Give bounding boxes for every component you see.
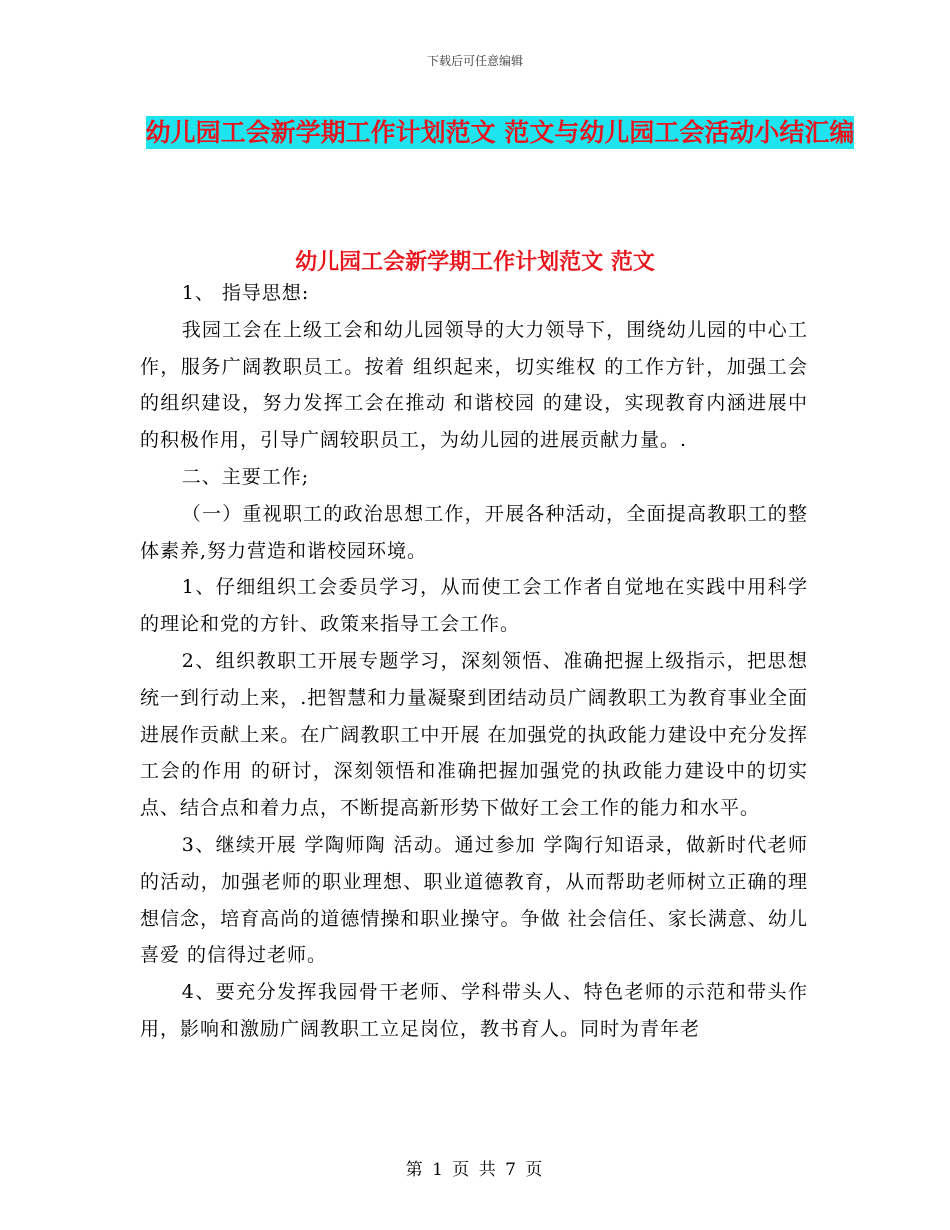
paragraph: 2、组织教职工开展专题学习，深刻领悟、准确把握上级指示，把思想统一到行动上来，.把智慧和力量凝聚到团结动员广阔教职工为教育事业全面进展作贡献上来。在广阔教职工中开展 在加强党的执政能力建设中充分发挥工会的作用 的研讨，深刻领悟和准确把握加强党的执政能力建设中的切实点、结合点和着力点，不断提高新形势下做好工会工作的能力和水平。 (140, 649, 808, 820)
paragraph: 1、 指导思想: (181, 282, 310, 304)
document-title-text: 幼儿园工会新学期工作计划范文 范文与幼儿园工会活动小结汇编 (145, 118, 855, 147)
paragraph: （一）重视职工的政治思想工作，开展各种活动，全面提高教职工的整体素养,努力营造和谐校园环境。 (140, 502, 808, 562)
paragraph: 二、主要工作; (181, 465, 310, 488)
document-body (140, 275, 808, 1048)
paragraph: 1、仔细组织工会委员学习，从而使工会工作者自觉地在实践中用科学的理论和党的方针、政策来指导工会工作。 (140, 576, 808, 636)
document-title (140, 108, 860, 158)
page-footer: 第 1 页 共 7 页 (405, 1160, 545, 1180)
paragraph: 4、要充分发挥我园骨干老师、学科带头人、特色老师的示范和带头作用，影响和激励广阔教职工立足岗位，教书育人。同时为青年老 (140, 981, 808, 1040)
paragraph: 我园工会在上级工会和幼儿园领导的大力领导下，围绕幼儿园的中心工作，服务广阔教职员工。按着 组织起来，切实维权 的工作方针，加强工会的组织建设，努力发挥工会在推动 和谐校园 的建设，实现教育内涵进展中的积极作用，引导广阔较职员工，为幼儿园的进展贡献力量。. (140, 318, 808, 452)
paragraph: 3、继续开展 学陶师陶 活动。通过参加 学陶行知语录，做新时代老师 的活动，加强老师的职业理想、职业道德教育，从而帮助老师树立正确的理想信念，培育高尚的道德情操和职业操守。争做 社会信任、家长满意、幼儿喜爱 的信得过老师。 (140, 833, 808, 967)
header-note: 下载后可任意编辑 (426, 54, 523, 68)
section-title: 幼儿园工会新学期工作计划范文 范文 (295, 250, 655, 275)
